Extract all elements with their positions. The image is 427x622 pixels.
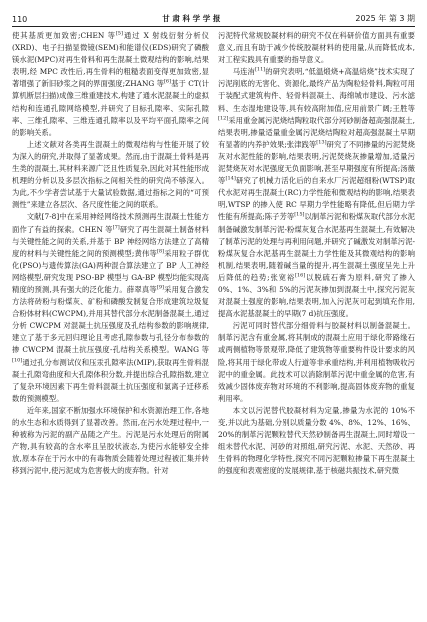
citation-ref: [13] <box>316 139 327 146</box>
citation-ref: [11] <box>254 66 266 73</box>
paragraph-text: 污泥特代常规胶凝材料的研究不仅在科研价值方面具有重要意义,而且有助于减少传统胶凝材料的使用量,从而降低成本,对工程实践具有重要的指导意义。 <box>218 31 415 65</box>
journal-title: 甘 肃 科 学 学 报 <box>162 14 221 23</box>
right-column <box>218 30 415 616</box>
body-paragraph <box>218 66 415 320</box>
paragraph-text: 使其基质更加致密;CHEN 等 <box>12 31 116 40</box>
issue-label: 2025 年 第 3 期 <box>355 14 415 23</box>
paragraph-text: 采用粒子群优化(PSO)与遗传算法(GA)两种混合算法建立了 BP 人工神经网络模型,研究发现 PSO-BP 模型与 GA-BP 模型均能实现高精度的预测,具有强大的泛化能力。薛翠真等 <box>12 248 209 294</box>
body-paragraph <box>218 320 415 405</box>
body-paragraph <box>218 405 415 478</box>
body-paragraph <box>12 211 209 405</box>
citation-ref: [7] <box>112 224 120 231</box>
paragraph-text: 研究了再生混凝土制备材料与关键性能之间的关系,并基于 BP 神经网络方法建立了高精度的材料与关键性能之间的预测模型;黄伟等 <box>12 224 209 258</box>
body-paragraph <box>218 30 415 66</box>
page-header <box>12 6 415 27</box>
paragraph-text: 近年来,国家不断加强水环境保护和水资源治理工作,各地的水生态和水质得到了显著改善。然而,在污水处理过程中,一种被称为污泥的副产品随之产生。污泥是污水处理后的附属产物,具有较高的含水率且呈胶状液态,为使污水能够安全排放,原本存在于污水中的有毒物质会随着处理过程被汇集并转移到污泥中,使污泥成为危害极大的废弃物。针对 <box>12 405 209 476</box>
paragraph-text: 采用重金属污泥烧结陶粒取代部分河砂制备超高强混凝土,结果表明,掺量适量重金属污泥烧结陶粒对超高强混凝土早期有显著的内养护效果;张津践等 <box>218 115 415 149</box>
citation-ref: [15] <box>294 211 305 218</box>
paragraph-text: 基于 CT(计算机断层扫描)成像三维重建技术,构建了通水泥混凝土的虚拟结构和连通孔隙网络模型,并研究了目标孔隙率、实际孔隙率、三维孔隙率、三维连通孔隙率以及平均平面孔隙率之间的影响关系。 <box>12 79 209 137</box>
paragraph-text: 采用复合激发方法将砖粉与粉煤灰、矿粉和磷酸发制复合形成建筑垃圾复合粉体材料(CWCPM),并用其替代部分水泥制备混凝土,通过分析 CWCPM 对混凝土抗压强度及孔结构参数的影响规律,建立了基于多元回归理论且考虑孔隙参数与孔径分布参数的掺 CWCPM 混凝土抗压强度-孔结构关系模型。WANG 等 <box>12 284 209 355</box>
paragraph-text: 通过 X 射线衍射分析仪(XRD)、电子扫描显微镜(SEM)和能谱仪(EDS)研究了磷酸镁水泥(MPC)对再生骨料和再生混凝土微观结构的影响,结果表明,经 MPC 改性后,再生骨料的粗糙表面变得更加致密,显著增强了新旧砂浆之间的界面强度;ZHANG 等 <box>12 31 209 89</box>
citation-ref: [14] <box>225 175 236 182</box>
paragraph-text: 通过孔分布测试仪和压汞孔隙率法(MIP),获取再生骨料混凝土孔隙弯曲度和大孔隙体积分数,并提出综合孔隙指数,建立了复杂环境因素下再生骨料混凝土抗压强度和氯离子迁移系数的预测模型。 <box>12 357 209 403</box>
body-paragraph <box>12 139 209 212</box>
left-column <box>12 30 209 616</box>
paragraph-text: 上述文献对各类再生混凝土的微观结构与性能开展了较为深入的研究,并取得了显著成果。然而,由于混凝土骨料是再生类的混凝土,其材料来源广泛且性质复杂,因此对其性能形成机理的分析以及多层次指标之间相关性的研究尚不够深入。为此,不少学者尝试基于大量试验数据,通过指标之间的“可预测性”来建立各层次、各尺度性能之间的联系。 <box>12 139 209 210</box>
paragraph-text: 的研究表明,“低温煅烧+高温焙烧”技术实现了污泥削底的无害化、资源化,最终产品为陶粒轻骨料,陶粒可用于装配式建筑构件、轻骨料混凝土、海绵城市建设、污水滤料、生态湿地建设等,具有较高附加值,应用前景广阔;王胜等 <box>218 67 415 113</box>
citation-ref: [16] <box>295 272 306 279</box>
paragraph-text: 以脱硫石膏为原料,研究了掺入 0%、1%、3%和 5%的污泥灰掺加到混凝土中,探究污泥灰对混凝土强度的影响,结果表明,加入污泥灰可起到填充作用,提高水泥基混凝土的早期(7 d)抗压强度。 <box>218 272 415 319</box>
citation-ref: [9] <box>156 284 165 291</box>
citation-ref: [6] <box>163 78 172 85</box>
paragraph-text: 研究了不同掺量的污泥焚烧灰对水泥性能的影响,结果表明,污泥焚烧灰掺量增加,适量污泥焚烧灰对水泥强度无负面影响,甚至早期强度有所提高;汤薇等 <box>218 139 415 186</box>
citation-ref: [5] <box>115 30 123 37</box>
body-paragraph <box>12 30 209 139</box>
body-paragraph <box>12 405 209 478</box>
citation-ref: [10] <box>12 357 23 364</box>
paragraph-text: 文献[7-8]中在采用神经网络技术预测再生混凝土性能方面作了有益的探索。CHEN 等 <box>12 212 209 234</box>
page-number: 110 <box>12 15 28 24</box>
paragraph-text: 马连洧 <box>232 67 255 77</box>
paragraph-text: 本文以污泥替代胶凝材料为定量,掺量为水泥的 10%不变,并以此为基础,分别以质量分数 4%、8%、12%、16%、20%的制革污泥颗粒替代天然砂制备再生混凝土,同时增设一组未替代水泥、河砂的对照组,研究污泥、水泥、天然砂、再生骨料的物理化学特性,探究不同污泥颗粒掺量下再生混凝土的强度和表观密度的发展规律,基于核磁共振技术,研究微 <box>218 405 415 476</box>
citation-ref: [8] <box>156 248 165 255</box>
citation-ref: [12] <box>218 115 229 122</box>
paragraph-text: 以制革污泥和粉煤灰取代部分水泥制备碱激发制革污泥-粉煤灰复合水泥基再生混凝土,有效解决了制革污泥的处理与再利用问题,并研究了碱激发对制革污泥-粉煤灰复合水泥基再生混凝土力学性能及其微观结构的影响机制,结果表明,随着碱当量的提升,再生混凝土强度呈先上升后降低的趋势;张宽裕 <box>218 212 415 282</box>
paragraph-text: 研究了机械力活化后的自来水厂污泥超细粉(WTSP)取代水泥对再生混凝土(RC)力学性能和微观结构的影响,结果表明,WTSP 的掺入使 RC 早期力学性能略有降低,但后期力学性能有所提高;陈子芳等 <box>218 176 415 222</box>
paragraph-text: 污泥可同时替代部分细骨料与胶凝材料以制备混凝土。制革污泥含有重金属,将其制成的混凝土应用于绿化带路缘石或两侧植物等景观带,降低了建筑物等重要构件设计要求的风险,将其用于绿化带或人行道等非承重结构,并利用植物吸收污泥中的重金属。此技术可以消除制革污泥中重金属的危害,有效减少固体废弃物对环境的不利影响,提高固体废弃物的重复利用率。 <box>218 321 415 403</box>
